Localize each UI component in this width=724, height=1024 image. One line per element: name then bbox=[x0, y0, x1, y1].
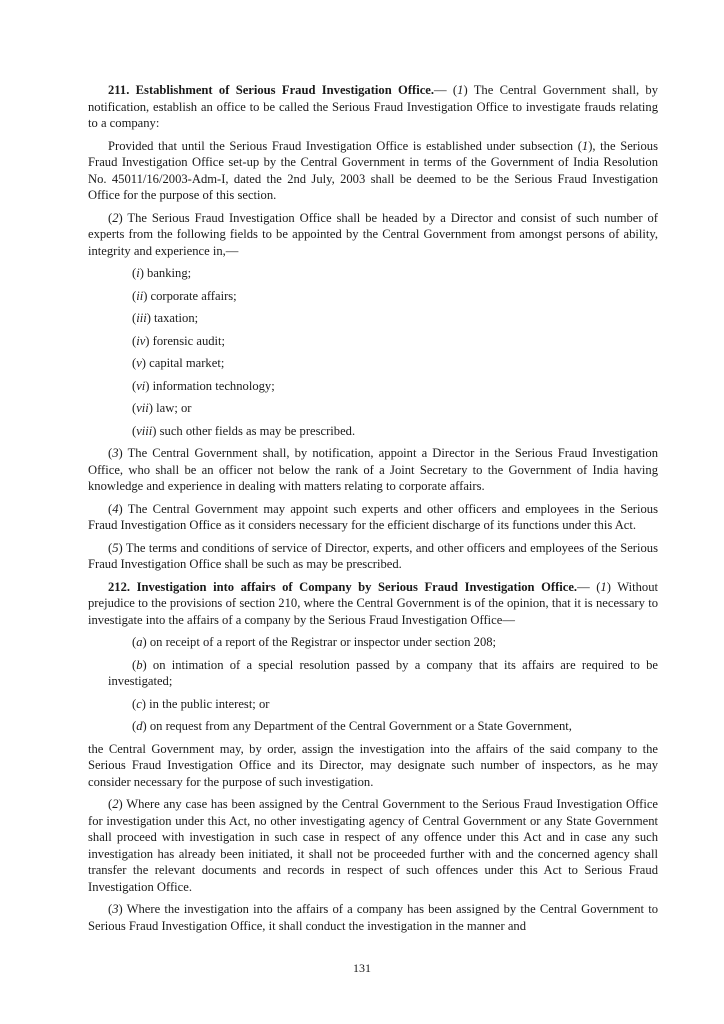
item-number: viii bbox=[136, 423, 153, 438]
item-number: d bbox=[136, 719, 143, 733]
section-211-proviso bbox=[88, 138, 658, 204]
section-211-sub-3: (3) The Central Government shall, by notification, appoint a Director in the Serious Fraud Investigation Office, who shall be an officer not below the rank of a Joint Secretary to the Government of India having knowledge and experience in dealing with matters relating to corporate affairs. bbox=[88, 446, 658, 493]
paragraph-text: ) The terms and conditions of service of Director, experts, and other officers and employees of the Serious Fraud Investigation Office shall be such as may be prescribed. bbox=[88, 540, 658, 571]
sub-number: 3 bbox=[112, 902, 119, 916]
em-dash: — bbox=[577, 579, 590, 594]
paragraph-text: ), the Serious Fraud Investigation Office set-up by the Central Government in terms of the Government of India Resolution No. 45011/16/2003-Adm-I, dated the 2nd July, 2003 shall be deemed to be the Serious Fraud Investigation Office for the purpose of this section. bbox=[88, 138, 658, 202]
sub-number: 1 bbox=[581, 138, 589, 153]
paragraph-text: ) Where any case has been assigned by the Central Government to the Serious Fraud Investigation Office for investigation under this Act, no other investigating agency of Central Government or any State Government shall proceed with investigation in such case in respect of any offence under this Act and in case any such investigation has already been initiated, it shall not be proceeded further with and the concerned agency shall transfer the relevant documents and records in respect of such offences under this Act to Serious Fraud Investigation Office. bbox=[88, 797, 658, 894]
em-dash: — bbox=[434, 83, 447, 97]
item-text: ) information technology; bbox=[145, 378, 275, 393]
paragraph-text: ) The Central Government shall, by notification, appoint a Director in the Serious Fraud Investigation Office, who shall be an officer not below the rank of a Joint Secretary to the Government of India having knowledge and experience in dealing with matters relating to corporate affairs. bbox=[88, 446, 658, 493]
item-number: ii bbox=[136, 288, 144, 303]
item-number: b bbox=[136, 657, 143, 672]
section-212-heading: 212. Investigation into affairs of Company by Serious Fraud Investigation Office. bbox=[108, 579, 578, 594]
item-text: ) on intimation of a special resolution passed by a company that its affairs are required to be investigated; bbox=[108, 657, 658, 688]
item-number: vii bbox=[136, 401, 149, 415]
item-text: ) law; or bbox=[148, 401, 192, 415]
section-211-sub-2: (2) The Serious Fraud Investigation Office shall be headed by a Director and consist of such number of experts from the following fields to be appointed by the Central Government from amongst persons of ability, integrity and experience in,— bbox=[88, 210, 658, 258]
paragraph-text: ) The Central Government shall, by notification, establish an office to be called the Serious Fraud Investigation Office to investigate frauds relating to a company: bbox=[88, 83, 659, 130]
section-211-sub-5: (5) The terms and conditions of service of Director, experts, and other officers and employees of the Serious Fraud Investigation Office shall be such as may be prescribed. bbox=[88, 540, 658, 571]
section-212-sub-3: (3) Where the investigation into the affairs of a company has been assigned by the Central Government to Serious Fraud Investigation Office, it shall conduct the investigation in the manner and bbox=[88, 902, 658, 933]
item-number: c bbox=[136, 696, 142, 711]
paragraph-text: ) Without prejudice to the provisions of section 210, where the Central Government is of the opinion, that it is necessary to investigate into the affairs of a company by the Serious Fraud Investigation Office— bbox=[88, 579, 658, 627]
paragraph-text: ) The Central Government may appoint such experts and other officers and employees in the Serious Fraud Investigation Office as it considers necessary for the efficient discharge of its functions under this Act. bbox=[88, 501, 658, 532]
item-text: ) on request from any Department of the Central Government or a State Government, bbox=[142, 719, 572, 733]
item-text: ) capital market; bbox=[141, 356, 225, 370]
sub-number: 1 bbox=[457, 83, 464, 97]
sub-number: 4 bbox=[112, 501, 119, 516]
clause-item: (c) in the public interest; or bbox=[132, 696, 270, 711]
item-text: ) in the public interest; or bbox=[141, 696, 270, 711]
sub-number: 2 bbox=[112, 797, 119, 811]
field-item: (i) banking; bbox=[132, 266, 192, 280]
item-text: ) forensic audit; bbox=[145, 333, 226, 348]
paragraph-text: Provided that until the Serious Fraud Investigation Office is established under subsection ( bbox=[108, 138, 582, 153]
item-text: ) corporate affairs; bbox=[143, 288, 237, 303]
section-212-continuation: the Central Government may, by order, assign the investigation into the affairs of the said company to the Serious Fraud Investigation Office and its Director, may designate such number of inspectors, as he may consider necessary for the purpose of such investigation. bbox=[88, 741, 658, 789]
field-item: (vi) information technology; bbox=[132, 378, 275, 393]
field-item: (vii) law; or bbox=[132, 401, 192, 415]
page-number: 131 bbox=[353, 961, 371, 975]
sub-number: 5 bbox=[112, 540, 119, 555]
section-211-heading: 211. Establishment of Serious Fraud Investigation Office. bbox=[108, 83, 435, 97]
item-text: ) taxation; bbox=[146, 311, 199, 325]
document-page bbox=[88, 82, 658, 940]
sub-number: 3 bbox=[112, 446, 119, 460]
field-item: (ii) corporate affairs; bbox=[132, 288, 237, 303]
section-211-sub-1 bbox=[88, 82, 658, 132]
section-212-sub-1: 212. Investigation into affairs of Company by Serious Fraud Investigation Office.— (1) Without prejudice to the provisions of section 210, where the Central Government is of the opinion, that it is necessary to investigate into the affairs of a company by the Serious Fraud Investigation Office— bbox=[88, 579, 658, 627]
sub-number: 1 bbox=[600, 579, 607, 594]
item-number: i bbox=[136, 266, 140, 280]
item-number: iv bbox=[136, 333, 146, 348]
clause-item: (d) on request from any Department of the Central Government or a State Government, bbox=[132, 719, 572, 733]
clause-item: (b) on intimation of a special resolution passed by a company that its affairs are required to be investigated; bbox=[108, 657, 658, 688]
item-number: iii bbox=[136, 311, 147, 325]
section-211-sub-4: (4) The Central Government may appoint such experts and other officers and employees in the Serious Fraud Investigation Office as it considers necessary for the efficient discharge of its functions under this Act. bbox=[88, 501, 658, 532]
field-item: (v) capital market; bbox=[132, 356, 225, 370]
item-number: v bbox=[136, 356, 142, 370]
item-number: vi bbox=[136, 378, 146, 393]
field-item: (viii) such other fields as may be prescribed. bbox=[132, 423, 356, 438]
paragraph-text: ) The Serious Fraud Investigation Office shall be headed by a Director and consist of such number of experts from the following fields to be appointed by the Central Government from amongst persons of ability, integrity and experience in,— bbox=[88, 210, 658, 258]
clause-item: (a) on receipt of a report of the Registrar or inspector under section 208; bbox=[132, 635, 497, 649]
item-number: a bbox=[136, 635, 143, 649]
item-text: ) on receipt of a report of the Registrar or inspector under section 208; bbox=[142, 635, 497, 649]
item-text: ) banking; bbox=[139, 266, 192, 280]
section-212-sub-2: (2) Where any case has been assigned by the Central Government to the Serious Fraud Investigation Office for investigation under this Act, no other investigating agency of Central Government or any State Government shall proceed with investigation in such case in respect of any offence under this Act and in case any such investigation has already been initiated, it shall not be proceeded further with and the concerned agency shall transfer the relevant documents and records in respect of such offences under this Act to Serious Fraud Investigation Office. bbox=[88, 797, 658, 894]
paragraph-text: ) Where the investigation into the affairs of a company has been assigned by the Central Government to Serious Fraud Investigation Office, it shall conduct the investigation in the manner and bbox=[88, 902, 658, 933]
sub-number: 2 bbox=[112, 210, 119, 225]
field-item: (iii) taxation; bbox=[132, 311, 199, 325]
field-item: (iv) forensic audit; bbox=[132, 333, 226, 348]
item-text: ) such other fields as may be prescribed. bbox=[152, 423, 356, 438]
paren-open: ( bbox=[446, 83, 458, 97]
